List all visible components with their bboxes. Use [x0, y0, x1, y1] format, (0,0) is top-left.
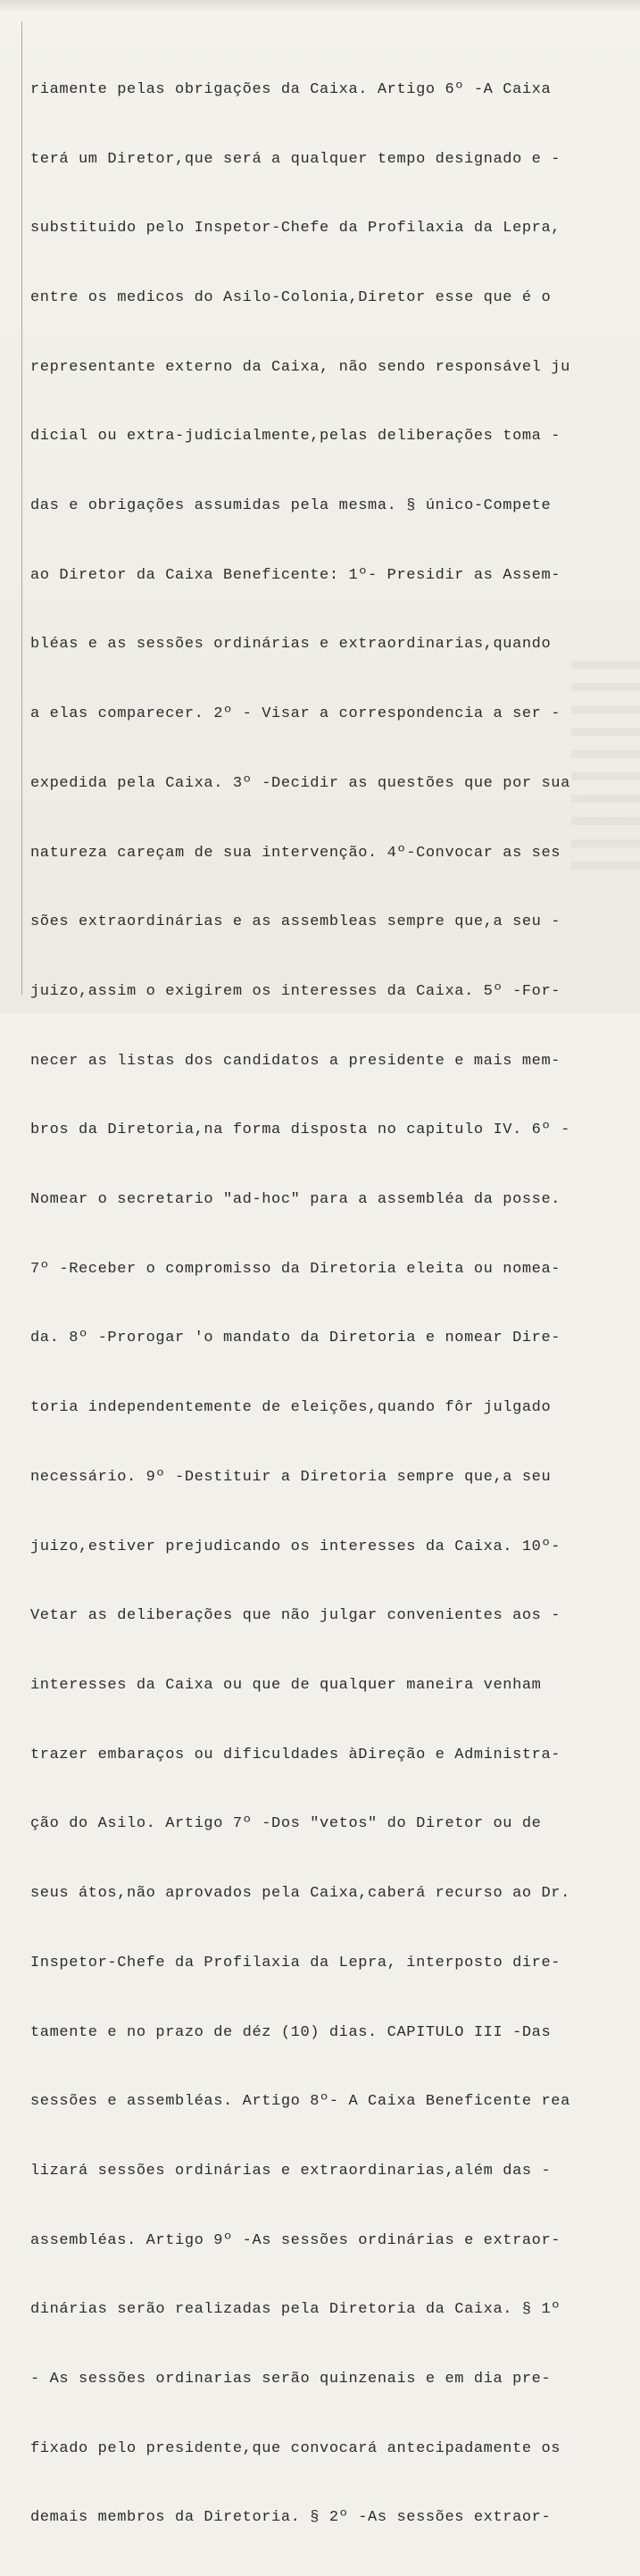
- text-line: das e obrigações assumidas pela mesma. § único-Compete: [30, 497, 552, 515]
- text-line: necer as listas dos candidatos a presidente e mais mem-: [30, 1052, 561, 1070]
- text-line: assembléas. Artigo 9º -As sessões ordinárias e extraor-: [30, 2231, 561, 2249]
- text-line: fixado pelo presidente,que convocará antecipadamente os: [30, 2439, 561, 2457]
- text-line: bléas e as sessões ordinárias e extraordinarias,quando: [30, 636, 552, 654]
- text-line: substituido pelo Inspetor-Chefe da Profilaxia da Lepra,: [30, 220, 561, 238]
- text-line: representante externo da Caixa, não sendo responsável ju: [30, 358, 570, 376]
- text-line: Nomear o secretario "ad-hoc" para a assembléa da posse.: [30, 1191, 561, 1209]
- text-line: toria independentemente de eleições,quando fôr julgado: [30, 1399, 552, 1417]
- text-line: ção do Asilo. Artigo 7º -Dos "vetos" do Diretor ou de: [30, 1815, 542, 1833]
- text-line: necessário. 9º -Destituir a Diretoria sempre que,a seu: [30, 1468, 552, 1486]
- text-line: - As sessões ordinarias serão quinzenais e em dia pre-: [30, 2371, 552, 2388]
- text-line: ao Diretor da Caixa Beneficente: 1º- Presidir as Assem-: [30, 566, 561, 584]
- page-top-shadow: [0, 0, 640, 13]
- text-line: tamente e no prazo de déz (10) dias. CAPITULO III -Das: [30, 2023, 552, 2041]
- text-line: riamente pelas obrigações da Caixa. Artigo 6º -A Caixa: [30, 80, 552, 98]
- text-line: juizo,estiver prejudicando os interesses da Caixa. 10º-: [30, 1538, 561, 1555]
- text-line: Vetar as deliberações que não julgar convenientes aos -: [30, 1607, 561, 1625]
- text-line: seus átos,não aprovados pela Caixa,caberá recurso ao Dr.: [30, 1885, 570, 1903]
- text-line: terá um Diretor,que será a qualquer tempo designado e -: [30, 150, 561, 168]
- text-line: interesses da Caixa ou que de qualquer maneira venham: [30, 1676, 542, 1694]
- text-line: bros da Diretoria,na forma disposta no capitulo IV. 6º -: [30, 1121, 570, 1139]
- text-line: expedida pela Caixa. 3º -Decidir as questões que por sua: [30, 774, 570, 792]
- text-line: 7º -Receber o compromisso da Diretoria eleita ou nomea-: [30, 1260, 561, 1278]
- text-line: natureza careçam de sua intervenção. 4º-Convocar as ses: [30, 844, 561, 862]
- text-line: sões extraordinárias e as assembleas sempre que,a seu -: [30, 913, 561, 931]
- left-margin-rule: [21, 21, 22, 995]
- text-line: trazer embaraços ou dificuldades àDireção e Administra-: [30, 1746, 561, 1763]
- text-line: entre os medicos do Asilo-Colonia,Diretor esse que é o: [30, 288, 552, 306]
- text-line: sessões e assembléas. Artigo 8º- A Caixa Beneficente rea: [30, 2093, 570, 2111]
- text-line: dinárias serão realizadas pela Diretoria da Caixa. § 1º: [30, 2301, 561, 2319]
- text-line: dicial ou extra-judicialmente,pelas deliberações toma -: [30, 428, 561, 446]
- text-line: a elas comparecer. 2º - Visar a correspondencia a ser -: [30, 705, 561, 723]
- text-line: demais membros da Diretoria. § 2º -As sessões extraor-: [30, 2509, 552, 2527]
- text-line: Inspetor-Chefe da Profilaxia da Lepra, interposto dire-: [30, 1954, 561, 1972]
- text-line: lizará sessões ordinárias e extraordinarias,além das -: [30, 2162, 552, 2180]
- typed-text-block: [30, 32, 633, 2576]
- text-line: juizo,assim o exigirem os interesses da Caixa. 5º -For-: [30, 982, 561, 1000]
- text-line: da. 8º -Prorogar 'o mandato da Diretoria e nomear Dire-: [30, 1330, 561, 1347]
